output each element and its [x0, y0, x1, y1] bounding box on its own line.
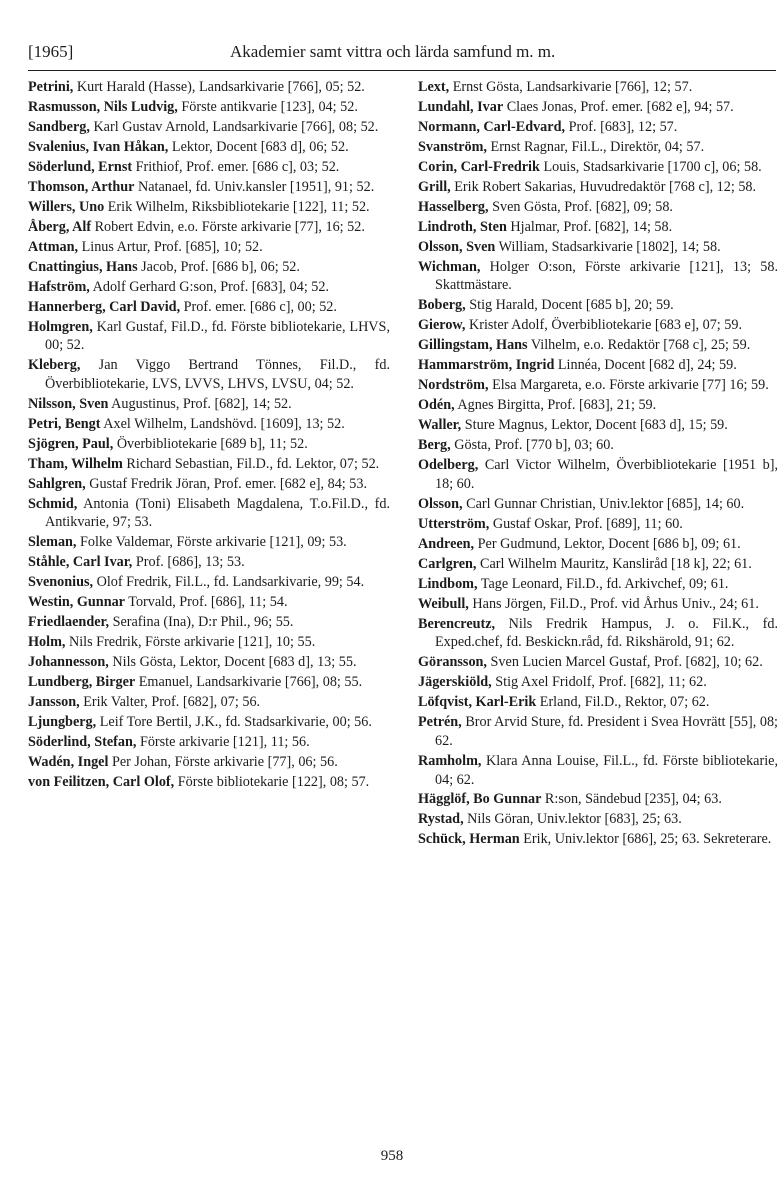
member-details: Antonia (Toni) Elisabeth Magdalena, T.o.Fil.D., fd. Antikvarie, 97; 53.: [45, 495, 390, 531]
member-entry: [418, 198, 778, 217]
member-details: Stig Axel Fridolf, Prof. [682], 11; 62.: [491, 674, 707, 691]
member-name: Odén,: [418, 397, 455, 414]
member-details: Tage Leonard, Fil.D., fd. Arkivchef, 09; 61.: [477, 575, 729, 592]
member-details: Ernst Gösta, Landsarkivarie [766], 12; 57.: [449, 79, 693, 95]
member-details: Erik, Univ.lektor [686], 25; 63. Sekreterare.: [519, 831, 772, 848]
member-name: Åberg, Alf: [28, 218, 92, 235]
member-name: Weibull,: [418, 595, 469, 612]
member-details: Holger O:son, Förste arkivarie [121], 13; 58. Skattmästare.: [435, 258, 778, 294]
member-name: Thomson, Arthur: [28, 178, 135, 195]
member-details: Bror Arvid Sture, fd. President i Svea Hovrätt [55], 08; 62.: [435, 714, 778, 749]
member-entry: [418, 535, 778, 554]
member-name: Petrini,: [28, 79, 74, 95]
running-header: [28, 40, 776, 64]
member-entry: [28, 553, 390, 572]
member-name: Jansson,: [28, 694, 80, 711]
member-entry: [418, 78, 778, 97]
member-name: Svenonius,: [28, 574, 94, 591]
member-name: von Feilitzen, Carl Olof,: [28, 774, 175, 791]
member-name: Hasselberg,: [418, 198, 489, 215]
member-entry: [418, 118, 778, 137]
member-entry: [418, 653, 778, 672]
member-entry: [28, 475, 390, 494]
member-entry: [418, 336, 778, 355]
member-details: Per Gudmund, Lektor, Docent [686 b], 09; 61.: [474, 535, 741, 552]
member-name: Berg,: [418, 437, 451, 454]
member-details: Carl Wilhelm Mauritz, Kansliråd [18 k], 22; 61.: [476, 555, 752, 572]
member-entry: [28, 415, 390, 434]
member-details: Per Johan, Förste arkivarie [77], 06; 56.: [108, 754, 338, 771]
member-name: Rasmusson, Nils Ludvig,: [28, 98, 178, 115]
member-name: Sahlgren,: [28, 475, 86, 492]
member-name: Sandberg,: [28, 118, 90, 135]
member-name: Andreen,: [418, 535, 475, 552]
member-entry: [28, 318, 390, 355]
member-name: Grill,: [418, 178, 451, 195]
member-entry: [418, 416, 778, 435]
member-entry: [418, 555, 778, 574]
member-details: Folke Valdemar, Förste arkivarie [121], 09; 53.: [76, 534, 347, 551]
member-name: Hammarström, Ingrid: [418, 357, 555, 374]
member-name: Petrén,: [418, 714, 462, 731]
member-name: Holmgren,: [28, 318, 93, 335]
member-details: Jan Viggo Bertrand Tönnes, Fil.D., fd. Överbibliotekarie, LVS, LVVS, LHVS, LVSU, 04; 52.: [45, 357, 390, 392]
member-name: Schmid,: [28, 495, 78, 512]
left-column: [28, 78, 390, 793]
member-entry: [28, 118, 390, 137]
member-details: Prof. [686], 13; 53.: [132, 554, 245, 571]
member-name: Utterström,: [418, 515, 490, 532]
member-details: Gösta, Prof. [770 b], 03; 60.: [450, 437, 614, 454]
member-name: Söderlind, Stefan,: [28, 734, 137, 751]
member-entry: [418, 376, 778, 395]
member-details: Förste bibliotekarie [122], 08; 57.: [174, 774, 370, 791]
member-details: Erland, Fil.D., Rektor, 07; 62.: [536, 694, 710, 711]
member-entry: [418, 396, 778, 415]
member-name: Svanström,: [418, 138, 487, 155]
member-entry: [418, 790, 778, 809]
member-details: Natanael, fd. Univ.kansler [1951], 91; 52.: [134, 178, 375, 195]
member-name: Gierow,: [418, 317, 466, 334]
member-details: Nils Gösta, Lektor, Docent [683 d], 13; 55.: [108, 654, 357, 671]
member-details: Vilhelm, e.o. Redaktör [768 c], 25; 59.: [527, 337, 751, 354]
member-entry: [28, 395, 390, 414]
member-name: Petri, Bengt: [28, 415, 101, 432]
member-entry: [418, 615, 778, 652]
member-details: Nils Göran, Univ.lektor [683], 25; 63.: [463, 811, 682, 828]
member-entry: [28, 238, 390, 257]
member-entry: [28, 495, 390, 532]
member-details: Richard Sebastian, Fil.D., fd. Lektor, 07; 52.: [122, 455, 380, 472]
member-details: R:son, Sändebud [235], 04; 63.: [541, 791, 722, 808]
member-name: Odelberg,: [418, 457, 479, 474]
member-details: Carl Gunnar Christian, Univ.lektor [685], 14; 60.: [462, 495, 745, 512]
member-name: Wadén, Ingel: [28, 754, 109, 771]
member-name: Lindbom,: [418, 575, 478, 592]
member-details: Emanuel, Landsarkivarie [766], 08; 55.: [135, 674, 363, 691]
member-entry: [418, 575, 778, 594]
member-entry: [418, 158, 778, 177]
member-details: Robert Edvin, e.o. Förste arkivarie [77], 16; 52.: [91, 218, 365, 235]
member-details: Kurt Harald (Hasse), Landsarkivarie [766], 05; 52.: [73, 79, 365, 95]
member-entry: [28, 98, 390, 117]
member-entry: [28, 653, 390, 672]
member-name: Schück, Herman: [418, 831, 520, 848]
member-details: Torvald, Prof. [686], 11; 54.: [124, 594, 288, 611]
page-number: 958: [380, 1148, 404, 1164]
header-year: [1965]: [28, 42, 74, 61]
member-details: Stig Harald, Docent [685 b], 20; 59.: [465, 297, 674, 314]
member-name: Wichman,: [418, 258, 481, 275]
member-entry: [418, 456, 778, 493]
member-entry: [28, 733, 390, 752]
member-details: Erik Valter, Prof. [682], 07; 56.: [79, 694, 261, 711]
member-name: Attman,: [28, 238, 79, 255]
member-entry: [28, 158, 390, 177]
member-entry: [28, 218, 390, 237]
member-name: Hafström,: [28, 278, 90, 295]
member-entry: [418, 316, 778, 335]
member-details: Linus Artur, Prof. [685], 10; 52.: [78, 238, 263, 255]
member-name: Sjögren, Paul,: [28, 435, 114, 452]
member-entry: [28, 773, 390, 792]
member-details: Krister Adolf, Överbibliotekarie [683 e], 07; 59.: [465, 317, 743, 334]
member-details: William, Stadsarkivarie [1802], 14; 58.: [495, 238, 721, 255]
member-name: Friedlaender,: [28, 614, 110, 631]
member-name: Lundahl, Ivar: [418, 98, 504, 115]
member-entry: [418, 713, 778, 750]
member-entry: [418, 515, 778, 534]
member-entry: [418, 673, 778, 692]
member-details: Augustinus, Prof. [682], 14; 52.: [108, 395, 292, 412]
member-entry: [418, 436, 778, 455]
member-details: Leif Tore Bertil, J.K., fd. Stadsarkivarie, 00; 56.: [96, 714, 372, 731]
member-details: Prof. emer. [686 c], 00; 52.: [180, 298, 337, 315]
member-entry: [28, 198, 390, 217]
member-details: Nils Fredrik, Förste arkivarie [121], 10; 55.: [65, 634, 316, 651]
member-entry: [28, 693, 390, 712]
member-details: Lektor, Docent [683 d], 06; 52.: [168, 138, 349, 155]
member-name: Söderlund, Ernst: [28, 158, 133, 175]
member-name: Nilsson, Sven: [28, 395, 109, 412]
header-title: Akademier samt vittra och lärda samfund m. m.: [230, 42, 556, 61]
member-name: Lindroth, Sten: [418, 218, 507, 235]
member-name: Hannerberg, Carl David,: [28, 298, 181, 315]
member-entry: [28, 753, 390, 772]
member-name: Johannesson,: [28, 654, 109, 671]
member-entry: [418, 595, 778, 614]
member-entry: [418, 752, 778, 789]
member-details: Frithiof, Prof. emer. [686 c], 03; 52.: [132, 158, 340, 175]
member-details: Gustaf Fredrik Jöran, Prof. emer. [682 e], 84; 53.: [85, 475, 368, 492]
member-name: Gillingstam, Hans: [418, 337, 528, 354]
member-name: Olsson, Sven: [418, 238, 496, 255]
member-name: Westin, Gunnar: [28, 594, 125, 611]
member-entry: [418, 138, 778, 157]
member-entry: [418, 178, 778, 197]
member-entry: [418, 296, 778, 315]
member-entry: [28, 633, 390, 652]
member-name: Ramholm,: [418, 752, 482, 769]
member-name: Sleman,: [28, 534, 77, 551]
member-details: Förste antikvarie [123], 04; 52.: [177, 98, 358, 115]
member-name: Löfqvist, Karl-Erik: [418, 694, 537, 711]
member-details: Claes Jonas, Prof. emer. [682 e], 94; 57.: [503, 98, 734, 115]
member-name: Cnattingius, Hans: [28, 258, 138, 275]
member-name: Hägglöf, Bo Gunnar: [418, 791, 542, 808]
member-details: Carl Victor Wilhelm, Överbibliotekarie [1951 b], 18; 60.: [435, 457, 778, 492]
member-details: Erik Wilhelm, Riksbibliotekarie [122], 11; 52.: [104, 198, 370, 215]
member-details: Louis, Stadsarkivarie [1700 c], 06; 58.: [539, 158, 762, 175]
member-name: Tham, Wilhelm: [28, 455, 123, 472]
member-details: Sture Magnus, Lektor, Docent [683 d], 15; 59.: [461, 417, 728, 434]
member-entry: [28, 435, 390, 454]
member-details: Elsa Margareta, e.o. Förste arkivarie [77] 16; 59.: [488, 377, 769, 394]
member-details: Gustaf Oskar, Prof. [689], 11; 60.: [489, 515, 683, 532]
member-details: Serafina (Ina), D:r Phil., 96; 55.: [109, 614, 294, 631]
member-entry: [28, 673, 390, 692]
member-entry: [28, 138, 390, 157]
member-entry: [28, 713, 390, 732]
member-entry: [28, 533, 390, 552]
member-entry: [418, 810, 778, 829]
member-name: Lundberg, Birger: [28, 674, 136, 691]
member-details: Adolf Gerhard G:son, Prof. [683], 04; 52.: [89, 278, 330, 295]
member-name: Kleberg,: [28, 357, 81, 374]
member-details: Förste arkivarie [121], 11; 56.: [136, 734, 310, 751]
member-details: Hjalmar, Prof. [682], 14; 58.: [506, 218, 673, 235]
right-column: [418, 78, 778, 850]
header-rule: [28, 70, 776, 71]
member-entry: [28, 258, 390, 277]
member-entry: [28, 593, 390, 612]
member-entry: [28, 78, 390, 97]
member-entry: [28, 278, 390, 297]
member-name: Corin, Carl-Fredrik: [418, 158, 540, 175]
member-details: Jacob, Prof. [686 b], 06; 52.: [137, 258, 300, 275]
member-details: Agnes Birgitta, Prof. [683], 21; 59.: [454, 397, 657, 414]
member-name: Lext,: [418, 79, 450, 95]
member-entry: [418, 218, 778, 237]
member-entry: [418, 238, 778, 257]
member-details: Sven Gösta, Prof. [682], 09; 58.: [488, 198, 673, 215]
member-name: Normann, Carl-Edvard,: [418, 118, 566, 135]
member-entry: [28, 573, 390, 592]
member-name: Olsson,: [418, 495, 463, 512]
member-name: Svalenius, Ivan Håkan,: [28, 138, 169, 155]
member-details: Ernst Ragnar, Fil.L., Direktör, 04; 57.: [486, 138, 705, 155]
member-name: Nordström,: [418, 377, 489, 394]
member-details: Erik Robert Sakarias, Huvudredaktör [768 c], 12; 58.: [450, 178, 757, 195]
member-details: Prof. [683], 12; 57.: [565, 118, 678, 135]
member-entry: [28, 356, 390, 393]
member-entry: [418, 830, 778, 849]
member-details: Axel Wilhelm, Landshövd. [1609], 13; 52.: [100, 415, 345, 432]
member-details: Nils Fredrik Hampus, J. o. Fil.K., fd. Exped.chef, fd. Beskickn.råd, fd. Rikshärold, 91; 62.: [435, 615, 778, 651]
member-entry: [28, 298, 390, 317]
member-name: Rystad,: [418, 811, 464, 828]
member-entry: [418, 258, 778, 295]
member-details: Överbibliotekarie [689 b], 11; 52.: [113, 435, 308, 452]
member-entry: [28, 455, 390, 474]
member-name: Berencreutz,: [418, 615, 496, 632]
member-name: Boberg,: [418, 297, 466, 314]
member-name: Holm,: [28, 634, 66, 651]
member-details: Klara Anna Louise, Fil.L., fd. Förste bibliotekarie, 04; 62.: [435, 752, 778, 788]
member-entry: [418, 495, 778, 514]
member-name: Carlgren,: [418, 555, 477, 572]
member-entry: [418, 693, 778, 712]
member-name: Ståhle, Carl Ivar,: [28, 554, 133, 571]
member-name: Göransson,: [418, 654, 487, 671]
member-name: Waller,: [418, 417, 462, 434]
member-details: Karl Gustaf, Fil.D., fd. Förste bibliotekarie, LHVS, 00; 52.: [45, 318, 390, 354]
member-entry: [418, 356, 778, 375]
member-details: Linnéa, Docent [682 d], 24; 59.: [554, 357, 737, 374]
member-name: Jägerskiöld,: [418, 674, 492, 691]
member-name: Ljungberg,: [28, 714, 97, 731]
member-entry: [28, 613, 390, 632]
member-entry: [418, 98, 778, 117]
member-name: Willers, Uno: [28, 198, 105, 215]
member-details: Sven Lucien Marcel Gustaf, Prof. [682], 10; 62.: [486, 654, 763, 671]
member-details: Karl Gustav Arnold, Landsarkivarie [766], 08; 52.: [89, 118, 379, 135]
member-details: Hans Jörgen, Fil.D., Prof. vid Århus Univ., 24; 61.: [468, 595, 759, 612]
member-details: Olof Fredrik, Fil.L., fd. Landsarkivarie, 99; 54.: [93, 574, 365, 591]
member-entry: [28, 178, 390, 197]
